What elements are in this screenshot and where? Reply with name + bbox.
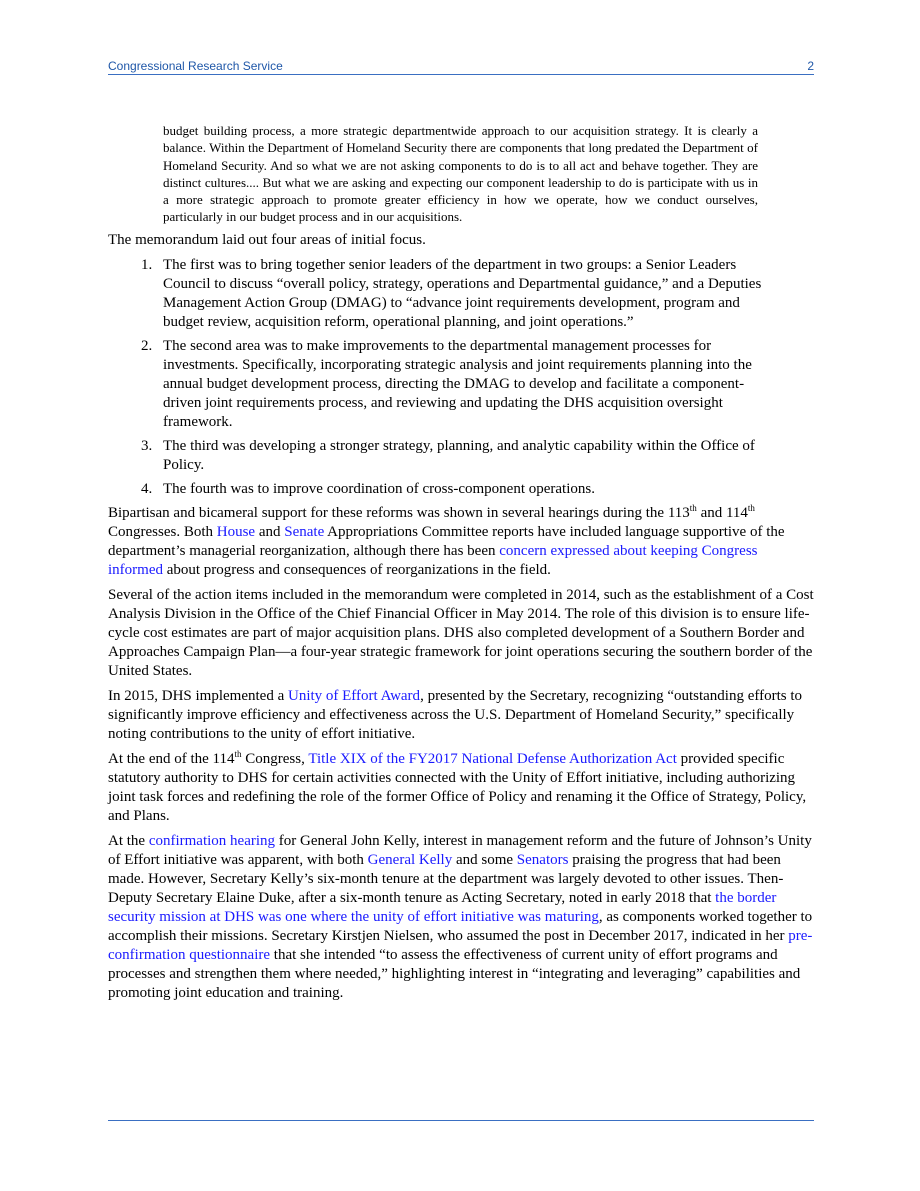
text-run: that she intended “to assess the effectiveness of current unity of effort programs and processes and strengthen them where needed,” highlighting interest in “integrating and leveraging” capabilities and promoting joint education and training. [108, 946, 801, 1001]
superscript: th [747, 502, 755, 513]
text-run: , as components worked together to accomplish their missions. Secretary Kirstjen Nielsen, who assumed the post in December 2017, indicated in her [108, 908, 813, 944]
text-run: Congresses. Both [108, 523, 217, 540]
list-number: 4. [141, 480, 153, 497]
senators-link[interactable]: Senators [516, 851, 569, 868]
list-item [108, 337, 814, 432]
list-text: The second area was to make improvements to the departmental management processes for investments. Specifically, incorporating strategic analysis and joint requirements planning into the annual budget development process, directing the DMAG to develop and facilitate a component-driven joint requirements process, and reviewing and updating the DHS acquisition oversight framework. [163, 337, 752, 430]
text-run: for General John Kelly, interest in management reform and the future of Johnson’s Unity of Effort initiative was apparent, with both [108, 832, 812, 868]
list-text: The fourth was to improve coordination of cross-component operations. [163, 480, 595, 497]
header-rule [108, 74, 814, 75]
text-run: Congress, [241, 750, 309, 767]
confirmation-hearing-link[interactable]: confirmation hearing [148, 832, 276, 849]
text-run: Bipartisan and bicameral support for these reforms was shown in several hearings during the 113 [108, 504, 690, 521]
text-run: At the end of the 114 [108, 750, 235, 767]
ndaa-paragraph [108, 750, 814, 826]
unity-award-link[interactable]: Unity of Effort Award [287, 687, 421, 704]
block-quote: budget building process, a more strategic departmentwide approach to our acquisition strategy. It is clearly a balance. Within the Department of Homeland Security there are components that long predated the Department of Homeland Security. And so what we are not asking components to do is to all act and behave together. They are distinct cultures.... But what we are asking and expecting our component leadership to do is participate with us in a more strategic approach to promote greater efficiency in how we operate, how we conduct ourselves, particularly in our budget process and in our acquisitions. [163, 123, 758, 225]
text-run: , presented by the Secretary, recognizing “outstanding efforts to significantly improve efficiency and effectiveness across the U.S. Department of Homeland Security,” specifically noting contributions to the unity of effort initiative. [108, 687, 803, 742]
text-run: In 2015, DHS implemented a [108, 687, 288, 704]
list-number: 1. [141, 256, 153, 273]
list-text: The third was developing a stronger strategy, planning, and analytic capability within the Office of Policy. [163, 437, 755, 473]
senate-report-link[interactable]: Senate [284, 523, 325, 540]
document-body [108, 122, 814, 1009]
award-paragraph [108, 687, 814, 744]
text-run: and 114 [696, 504, 748, 521]
footer-rule [108, 1120, 814, 1121]
text-run: praising the progress that had been made. However, Secretary Kelly’s six-month tenure at the department was largely devoted to other issues. Then-Deputy Secretary Elaine Duke, after a six-month tenure as Acting Secretary, noted in early 2018 that [108, 851, 784, 906]
list-item [108, 437, 814, 475]
text-run: Appropriations Committee reports have included language supportive of the department’s managerial reorganization, although there has been [108, 523, 785, 559]
actions-paragraph: Several of the action items included in the memorandum were completed in 2014, such as the establishment of a Cost Analysis Division in the Office of the Chief Financial Officer in May 2014. The role of this division is to ensure life-cycle cost estimates are part of major acquisition plans. DHS also completed development of a Southern Border and Approaches Campaign Plan—a four-year strategic framework for joint operations securing the southern border of the United States. [108, 586, 814, 679]
superscript: th [234, 748, 242, 759]
focus-areas-list [108, 256, 814, 499]
list-number: 2. [141, 337, 153, 354]
page-number: 2 [807, 59, 814, 73]
general-kelly-link[interactable]: General Kelly [367, 851, 453, 868]
page-header [108, 59, 814, 73]
list-item [108, 256, 814, 332]
list-item [108, 480, 814, 499]
text-run: provided specific statutory authority to DHS for certain activities connected with the Unity of Effort initiative, including authorizing joint task forces and redefining the role of the former Office of Policy and renaming it the Office of Strategy, Policy, and Plans. [108, 750, 807, 824]
list-text: The first was to bring together senior leaders of the department in two groups: a Senior Leaders Council to discuss “overall policy, strategy, operations and Departmental guidance,” and a Deputies Management Action Group (DMAG) to “advance joint requirements development, program and budget review, acquisition reform, operational planning, and joint operations.” [163, 256, 762, 330]
concern-expressed-link[interactable]: concern expressed about keeping Congress informed [108, 542, 758, 578]
border-security-link[interactable]: the border security mission at DHS was one where the unity of effort initiative was maturing [108, 889, 777, 925]
house-report-link[interactable]: House [216, 523, 256, 540]
intro-paragraph: The memorandum laid out four areas of initial focus. [108, 231, 426, 248]
header-source: Congressional Research Service [108, 59, 283, 73]
text-run: and some [452, 851, 517, 868]
bipartisan-paragraph [108, 504, 814, 580]
questionnaire-link[interactable]: pre-confirmation questionnaire [108, 927, 813, 963]
list-number: 3. [141, 437, 153, 454]
superscript: th [689, 502, 697, 513]
kelly-paragraph [108, 832, 814, 1003]
ndaa-link[interactable]: Title XIX of the FY2017 National Defense Authorization Act [308, 750, 677, 767]
text-run: about progress and consequences of reorganizations in the field. [162, 561, 551, 578]
text-run: and [255, 523, 285, 540]
text-run: At the [108, 832, 149, 849]
